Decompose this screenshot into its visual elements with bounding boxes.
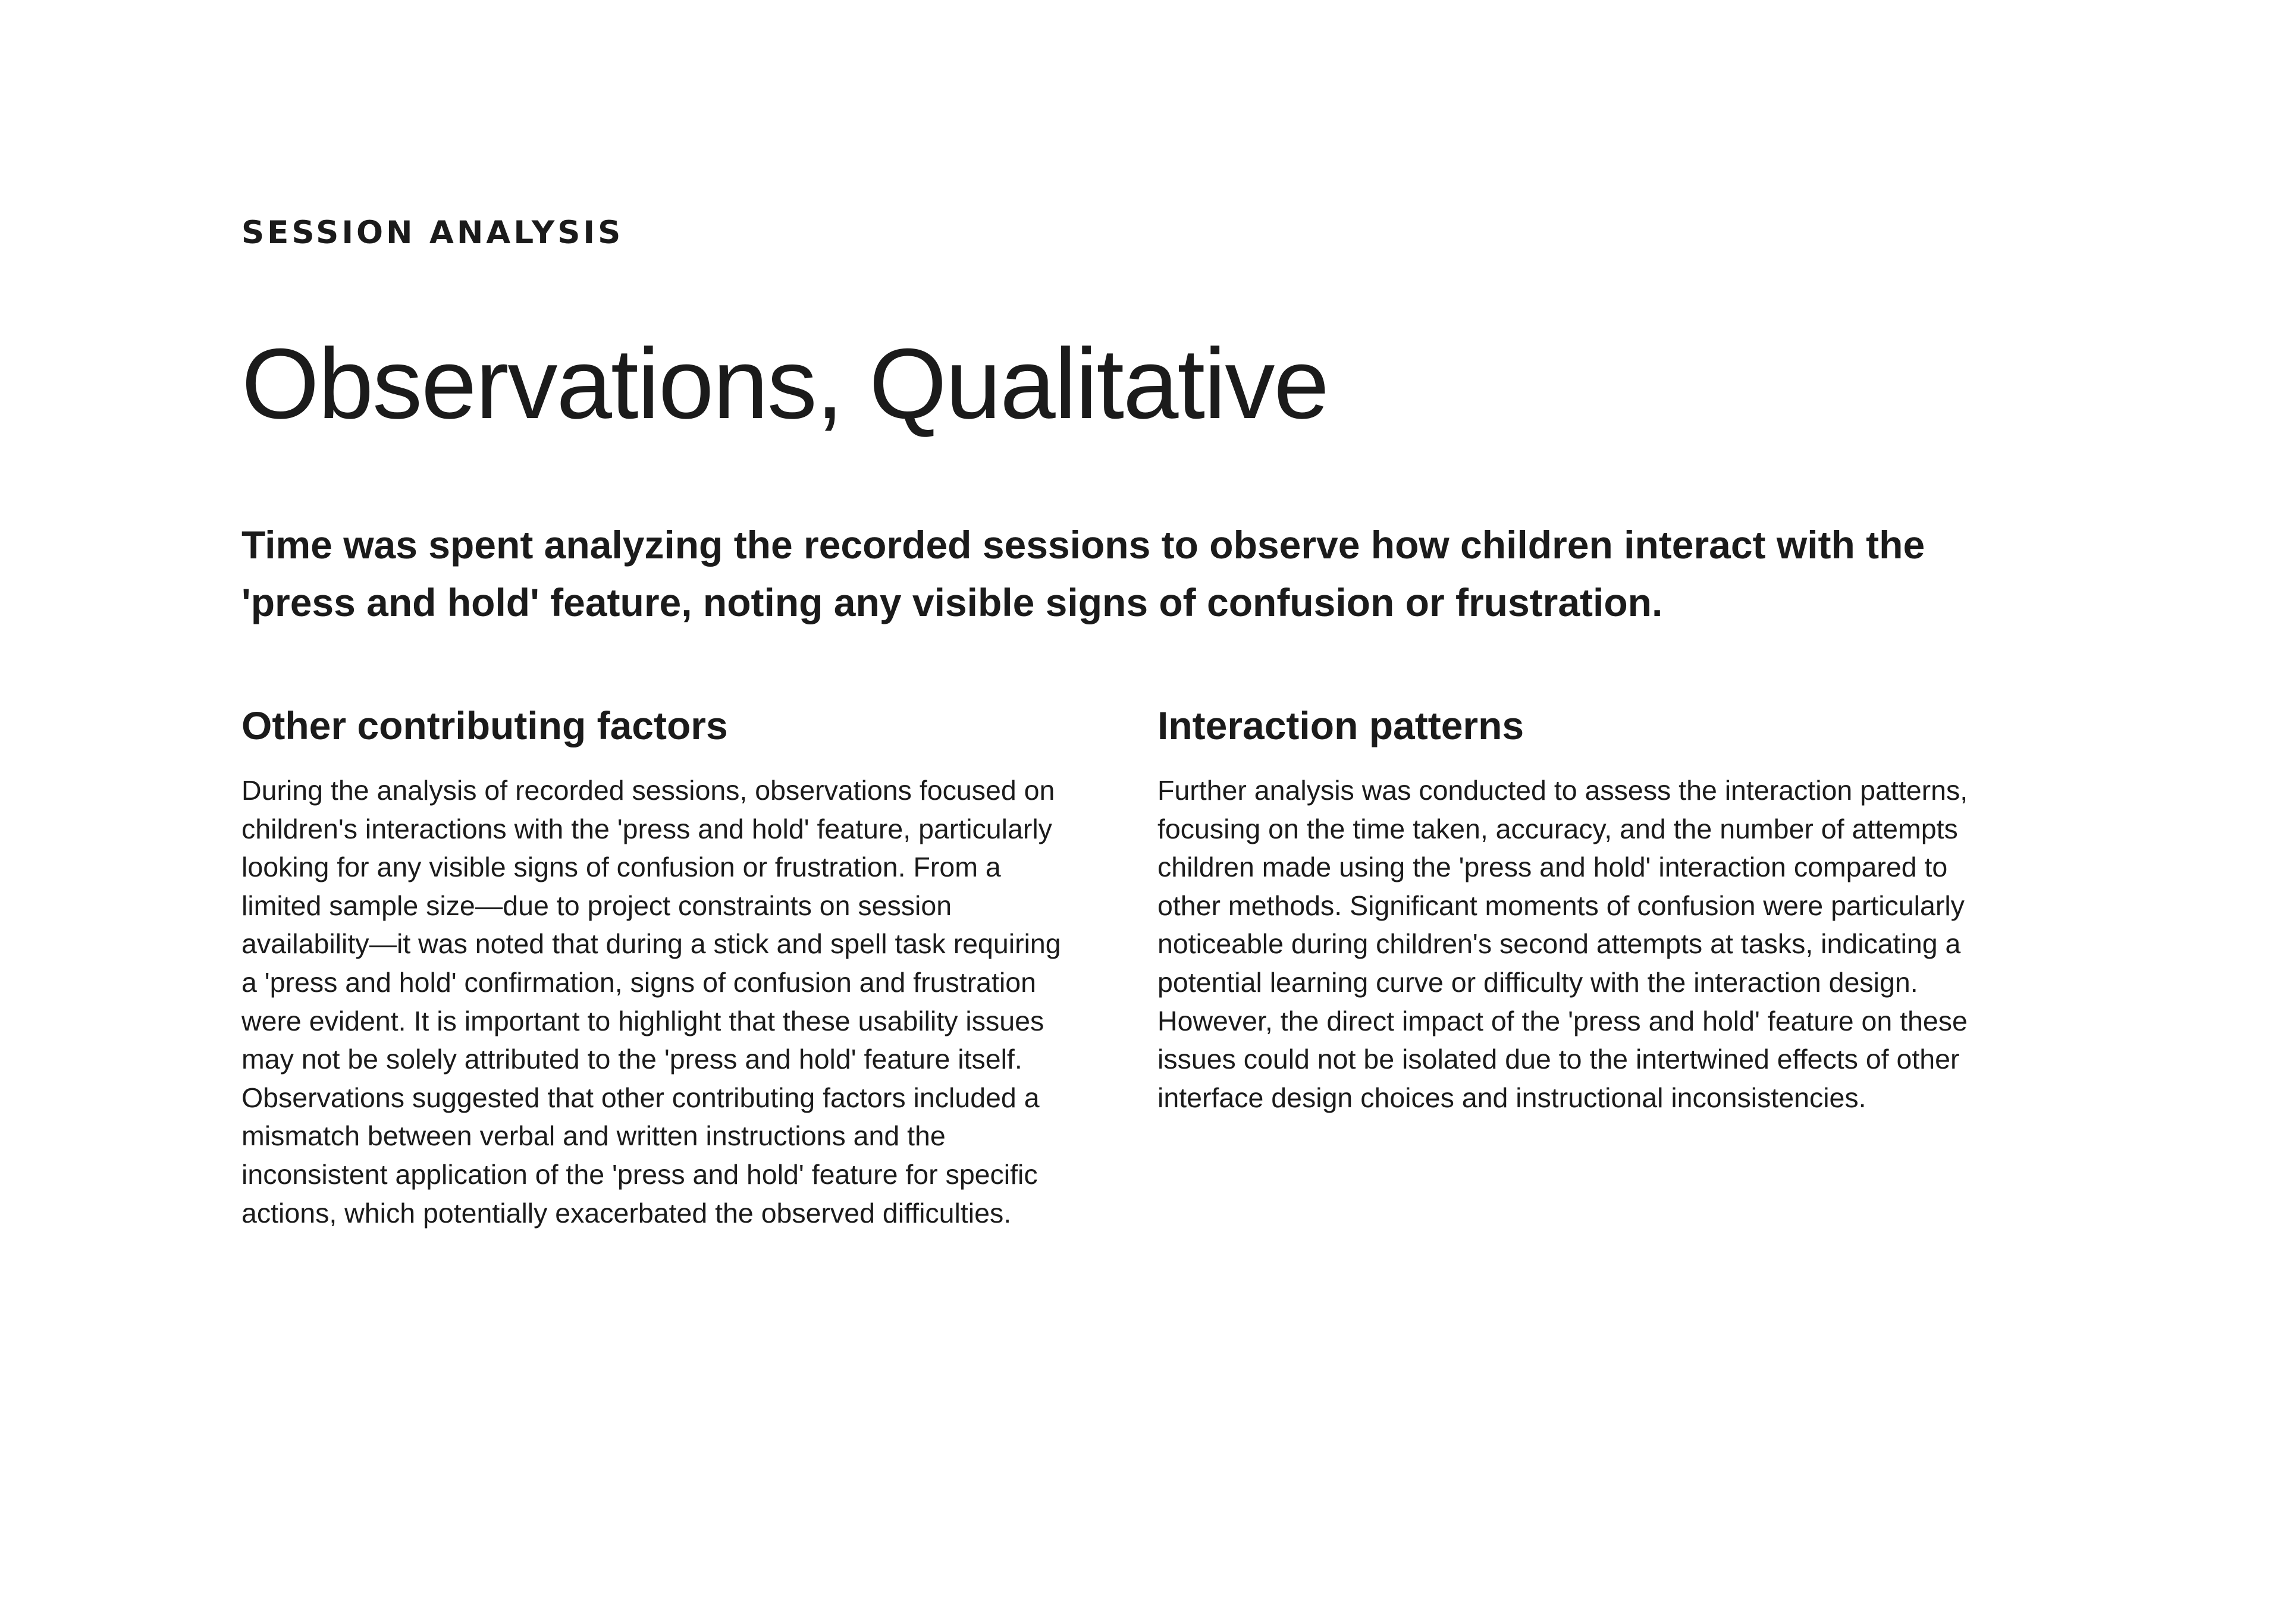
right-column: [1157, 699, 1990, 1117]
section-heading-other-factors: Other contributing factors: [241, 703, 728, 747]
lead-paragraph: Time was spent analyzing the recorded sessions to observe how children interact with the 'press and hold' feature, noting any visible signs of confusion or frustration.: [241, 523, 1925, 624]
section-body-other-factors: During the analysis of recorded sessions, observations focused on children's interactions with the 'press and hold' feature, particularly looking for any visible signs of confusion or frustration. From a limited sample size—due to project constraints on session availability—it was noted that during a stick and spell task requiring a 'press and hold' confirmation, signs of confusion and frustration were evident. It is important to highlight that these usability issues may not be solely attributed to the 'press and hold' feature itself. Observations suggested that other contributing factors included a mismatch between verbal and written instructions and the inconsistent application of the 'press and hold' feature for specific actions, which potentially exacerbated the observed difficulties.: [241, 775, 1061, 1229]
left-column: [241, 699, 1074, 1232]
document-page: [241, 0, 2046, 1624]
section-heading-interaction-patterns: Interaction patterns: [1157, 703, 1524, 747]
section-label: SESSION ANALYSIS: [241, 215, 624, 251]
page-title: Observations, Qualitative: [241, 328, 1328, 439]
section-body-interaction-patterns: Further analysis was conducted to assess the interaction patterns, focusing on the time taken, accuracy, and the number of attempts children made using the 'press and hold' interaction compared to other methods. Significant moments of confusion were particularly noticeable during children's second attempts at tasks, indicating a potential learning curve or difficulty with the interaction design. However, the direct impact of the 'press and hold' feature on these issues could not be isolated due to the intertwined effects of other interface design choices and instructional inconsistencies.: [1157, 775, 1968, 1113]
